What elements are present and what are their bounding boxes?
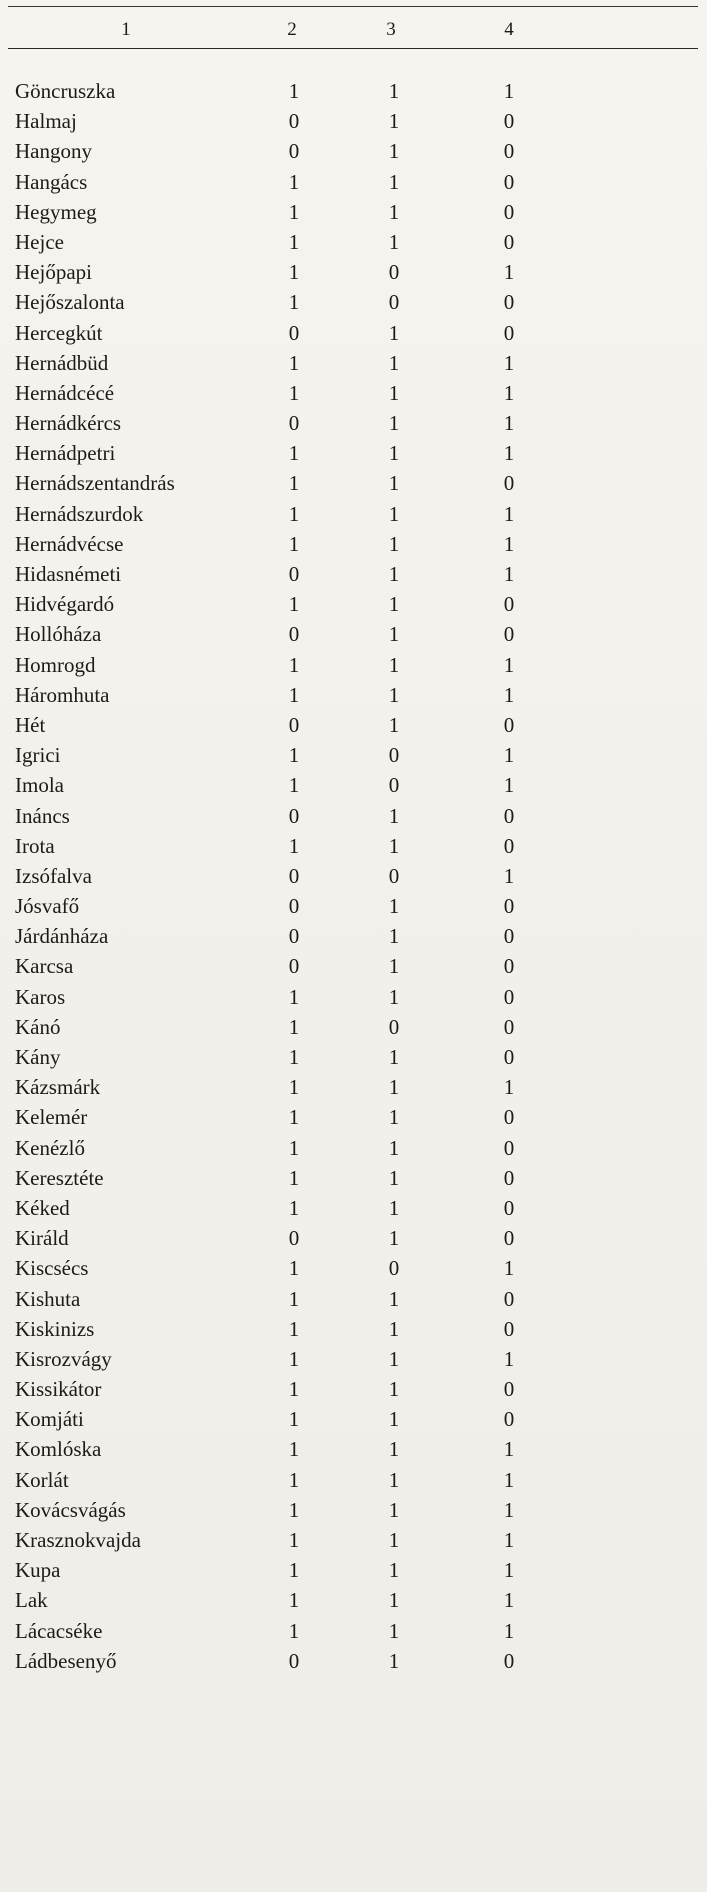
value-col-2-cell: 0 [288, 712, 300, 737]
place-name-cell: Karcsa [15, 954, 74, 979]
value-col-4-cell: 0 [503, 1407, 515, 1432]
table-row [0, 378, 707, 408]
value-col-4-cell: 1 [503, 1075, 515, 1100]
value-col-2-cell: 1 [288, 1286, 300, 1311]
place-name-cell: Lácacséke [15, 1618, 103, 1643]
value-col-4-cell: 0 [503, 1286, 515, 1311]
table-row [0, 1555, 707, 1585]
table-row [0, 1434, 707, 1464]
value-col-2-cell: 0 [288, 1226, 300, 1251]
value-col-4-cell: 0 [503, 954, 515, 979]
place-name-cell: Hegymeg [15, 199, 97, 224]
value-col-3-cell: 0 [388, 1256, 400, 1281]
table-row [0, 801, 707, 831]
table-row [0, 1344, 707, 1374]
value-col-3-cell: 1 [388, 1316, 400, 1341]
value-col-2-cell: 1 [288, 1346, 300, 1371]
value-col-2-cell: 1 [288, 652, 300, 677]
value-col-3-cell: 0 [388, 1014, 400, 1039]
value-col-2-cell: 0 [288, 320, 300, 345]
value-col-3-cell: 1 [388, 712, 400, 737]
place-name-cell: Göncruszka [15, 79, 116, 103]
place-name-cell: Hidasnémeti [15, 562, 122, 586]
value-col-3-cell: 1 [388, 894, 400, 919]
value-col-3-cell: 0 [388, 260, 400, 285]
table-row [0, 106, 707, 136]
value-col-4-cell: 1 [503, 1558, 515, 1583]
place-name-cell: Kupa [15, 1558, 61, 1583]
value-col-2-cell: 0 [288, 863, 300, 888]
place-name-cell: Kelemér [15, 1105, 88, 1130]
value-col-4-cell: 1 [503, 652, 515, 677]
value-col-4-cell: 1 [503, 1618, 515, 1643]
value-col-4-cell: 0 [503, 1648, 515, 1673]
value-col-2-cell: 1 [288, 1558, 300, 1583]
header-col-1: 1 [121, 19, 131, 40]
table-row [0, 468, 707, 498]
value-col-4-cell: 0 [503, 1135, 515, 1160]
value-col-4-cell: 1 [503, 531, 515, 556]
value-col-4-cell: 1 [503, 863, 515, 888]
value-col-3-cell: 1 [388, 1377, 400, 1402]
table-row [0, 740, 707, 770]
value-col-3-cell: 1 [388, 1226, 400, 1251]
value-col-4-cell: 0 [503, 199, 515, 224]
value-col-3-cell: 1 [388, 411, 400, 436]
table-row [0, 1646, 707, 1676]
value-col-3-cell: 1 [388, 1497, 400, 1522]
table-row [0, 921, 707, 951]
value-col-2-cell: 1 [288, 169, 300, 194]
value-col-2-cell: 0 [288, 562, 300, 586]
place-name-cell: Imola [15, 773, 64, 798]
value-col-3-cell: 1 [388, 1558, 400, 1583]
table-row [0, 1072, 707, 1102]
place-name-cell: Hernádbüd [15, 350, 109, 375]
value-col-2-cell: 1 [288, 773, 300, 798]
value-col-4-cell: 1 [503, 1497, 515, 1522]
place-name-cell: Kissikátor [15, 1377, 102, 1402]
value-col-2-cell: 1 [288, 1075, 300, 1100]
table-row [0, 891, 707, 921]
table-row [0, 1163, 707, 1193]
value-col-3-cell: 1 [388, 1618, 400, 1643]
place-name-cell: Hercegkút [15, 320, 103, 345]
value-col-3-cell: 0 [388, 743, 400, 768]
value-col-3-cell: 1 [388, 441, 400, 466]
value-col-2-cell: 1 [288, 1316, 300, 1341]
value-col-2-cell: 1 [288, 1437, 300, 1462]
table-row [0, 227, 707, 257]
value-col-2-cell: 0 [288, 139, 300, 164]
table-row [0, 1133, 707, 1163]
value-col-2-cell: 1 [288, 1256, 300, 1281]
value-col-3-cell: 1 [388, 1648, 400, 1673]
table-row [0, 831, 707, 861]
table-row [0, 1585, 707, 1615]
value-col-3-cell: 1 [388, 622, 400, 647]
value-col-3-cell: 1 [388, 562, 400, 586]
value-col-4-cell: 1 [503, 380, 515, 405]
place-name-cell: Kenézlő [15, 1135, 85, 1160]
value-col-4-cell: 1 [503, 773, 515, 798]
value-col-4-cell: 0 [503, 1316, 515, 1341]
place-name-cell: Kánó [15, 1014, 61, 1039]
value-col-3-cell: 1 [388, 1346, 400, 1371]
value-col-2-cell: 1 [288, 1618, 300, 1643]
value-col-4-cell: 0 [503, 894, 515, 919]
value-col-4-cell: 1 [503, 682, 515, 707]
value-col-4-cell: 1 [503, 562, 515, 586]
value-col-3-cell: 1 [388, 531, 400, 556]
value-col-4-cell: 0 [503, 803, 515, 828]
table-row [0, 529, 707, 559]
place-name-cell: Halmaj [15, 109, 77, 134]
value-col-2-cell: 1 [288, 350, 300, 375]
value-col-2-cell: 0 [288, 954, 300, 979]
table-row [0, 650, 707, 680]
place-name-cell: Hernádkércs [15, 411, 122, 436]
header-col-3: 3 [386, 19, 396, 40]
value-col-2-cell: 1 [288, 1195, 300, 1220]
value-col-2-cell: 1 [288, 79, 300, 103]
value-col-2-cell: 1 [288, 592, 300, 617]
value-col-2-cell: 1 [288, 290, 300, 315]
value-col-3-cell: 1 [388, 954, 400, 979]
value-col-3-cell: 1 [388, 1407, 400, 1432]
table-row [0, 1193, 707, 1223]
place-name-cell: Kovácsvágás [15, 1497, 126, 1522]
header-col-2: 2 [287, 19, 297, 40]
value-col-3-cell: 1 [388, 924, 400, 949]
table-row [0, 559, 707, 589]
value-col-3-cell: 0 [388, 863, 400, 888]
value-col-4-cell: 0 [503, 924, 515, 949]
table-row [0, 1253, 707, 1283]
value-col-3-cell: 1 [388, 139, 400, 164]
value-col-3-cell: 1 [388, 1135, 400, 1160]
value-col-2-cell: 1 [288, 1467, 300, 1492]
value-col-2-cell: 1 [288, 531, 300, 556]
value-col-2-cell: 1 [288, 501, 300, 526]
value-col-2-cell: 1 [288, 380, 300, 405]
table-row [0, 951, 707, 981]
table-row [0, 982, 707, 1012]
value-col-3-cell: 1 [388, 1045, 400, 1069]
table-row [0, 257, 707, 287]
value-col-2-cell: 1 [288, 833, 300, 858]
top-rule [8, 6, 698, 7]
value-col-4-cell: 1 [503, 79, 515, 103]
value-col-4-cell: 0 [503, 109, 515, 134]
value-col-4-cell: 0 [503, 1014, 515, 1039]
value-col-2-cell: 1 [288, 1377, 300, 1402]
header-rule [8, 48, 698, 49]
value-col-4-cell: 1 [503, 1588, 515, 1613]
value-col-3-cell: 1 [388, 1075, 400, 1100]
value-col-3-cell: 1 [388, 320, 400, 345]
value-col-4-cell: 0 [503, 290, 515, 315]
value-col-3-cell: 1 [388, 1165, 400, 1190]
table-row [0, 1012, 707, 1042]
value-col-2-cell: 0 [288, 894, 300, 919]
table-row [0, 1525, 707, 1555]
value-col-2-cell: 1 [288, 1105, 300, 1130]
table-row [0, 197, 707, 227]
place-name-cell: Kiscsécs [15, 1256, 89, 1281]
place-name-cell: Hejőpapi [15, 260, 92, 285]
table-row [0, 680, 707, 710]
place-name-cell: Királd [15, 1226, 69, 1251]
value-col-2-cell: 1 [288, 441, 300, 466]
value-col-2-cell: 0 [288, 109, 300, 134]
value-col-4-cell: 0 [503, 1105, 515, 1130]
table-row [0, 499, 707, 529]
value-col-2-cell: 1 [288, 260, 300, 285]
value-col-4-cell: 1 [503, 411, 515, 436]
value-col-2-cell: 0 [288, 622, 300, 647]
value-col-4-cell: 1 [503, 743, 515, 768]
place-name-cell: Hangony [15, 139, 92, 164]
table-body [0, 76, 707, 1676]
value-col-2-cell: 0 [288, 924, 300, 949]
value-col-2-cell: 1 [288, 471, 300, 496]
place-name-cell: Komlóska [15, 1437, 102, 1462]
table-header [0, 10, 707, 44]
value-col-3-cell: 1 [388, 1467, 400, 1492]
value-col-3-cell: 0 [388, 773, 400, 798]
value-col-2-cell: 0 [288, 411, 300, 436]
value-col-4-cell: 1 [503, 1467, 515, 1492]
value-col-3-cell: 1 [388, 79, 400, 103]
table-row [0, 167, 707, 197]
value-col-4-cell: 0 [503, 1377, 515, 1402]
value-col-2-cell: 1 [288, 1588, 300, 1613]
value-col-2-cell: 1 [288, 199, 300, 224]
place-name-cell: Komjáti [15, 1407, 84, 1432]
value-col-3-cell: 1 [388, 350, 400, 375]
value-col-4-cell: 0 [503, 1045, 515, 1069]
table-row [0, 861, 707, 891]
value-col-3-cell: 1 [388, 1437, 400, 1462]
value-col-2-cell: 1 [288, 1014, 300, 1039]
value-col-4-cell: 0 [503, 1165, 515, 1190]
value-col-4-cell: 0 [503, 229, 515, 254]
table-row [0, 619, 707, 649]
value-col-3-cell: 1 [388, 833, 400, 858]
place-name-cell: Ládbesenyő [15, 1648, 117, 1673]
table-row [0, 1223, 707, 1253]
value-col-3-cell: 1 [388, 109, 400, 134]
place-name-cell: Hernádpetri [15, 441, 116, 466]
table-row [0, 1374, 707, 1404]
header-col-4: 4 [504, 19, 514, 40]
value-col-4-cell: 0 [503, 984, 515, 1009]
value-col-4-cell: 0 [503, 592, 515, 617]
value-col-4-cell: 1 [503, 1528, 515, 1552]
value-col-2-cell: 0 [288, 803, 300, 828]
place-name-cell: Hollóháza [15, 622, 102, 647]
place-name-cell: Hernádcécé [15, 380, 115, 405]
table-row [0, 76, 707, 106]
value-col-4-cell: 0 [503, 320, 515, 345]
value-col-4-cell: 1 [503, 501, 515, 526]
value-col-2-cell: 1 [288, 743, 300, 768]
value-col-2-cell: 1 [288, 1045, 300, 1069]
table-row [0, 710, 707, 740]
place-name-cell: Hejőszalonta [15, 290, 125, 315]
table-row [0, 136, 707, 166]
value-col-2-cell: 1 [288, 1407, 300, 1432]
value-col-4-cell: 0 [503, 622, 515, 647]
place-name-cell: Kázsmárk [15, 1075, 101, 1100]
value-col-4-cell: 0 [503, 712, 515, 737]
table-row [0, 408, 707, 438]
value-col-4-cell: 0 [503, 169, 515, 194]
place-name-cell: Háromhuta [15, 682, 110, 707]
table-row [0, 1102, 707, 1132]
value-col-3-cell: 1 [388, 199, 400, 224]
value-col-2-cell: 1 [288, 1165, 300, 1190]
value-col-4-cell: 1 [503, 350, 515, 375]
place-name-cell: Jósvafő [15, 894, 80, 919]
value-col-4-cell: 0 [503, 833, 515, 858]
place-name-cell: Igrici [15, 743, 61, 768]
value-col-4-cell: 0 [503, 1195, 515, 1220]
place-name-cell: Hangács [15, 169, 88, 194]
value-col-3-cell: 1 [388, 169, 400, 194]
place-name-cell: Kiskinizs [15, 1316, 95, 1341]
place-name-cell: Járdánháza [15, 924, 109, 949]
value-col-2-cell: 1 [288, 984, 300, 1009]
table-row [0, 1465, 707, 1495]
value-col-4-cell: 1 [503, 1256, 515, 1281]
place-name-cell: Kéked [15, 1195, 70, 1220]
value-col-3-cell: 1 [388, 471, 400, 496]
table-row [0, 287, 707, 317]
place-name-cell: Keresztéte [15, 1165, 104, 1190]
value-col-2-cell: 1 [288, 682, 300, 707]
value-col-4-cell: 1 [503, 260, 515, 285]
value-col-4-cell: 0 [503, 471, 515, 496]
value-col-4-cell: 1 [503, 441, 515, 466]
value-col-3-cell: 1 [388, 1195, 400, 1220]
value-col-3-cell: 1 [388, 592, 400, 617]
value-col-4-cell: 0 [503, 1226, 515, 1251]
value-col-4-cell: 1 [503, 1346, 515, 1371]
table-row [0, 318, 707, 348]
place-name-cell: Kány [15, 1045, 61, 1069]
value-col-3-cell: 1 [388, 803, 400, 828]
place-name-cell: Hejce [15, 229, 64, 254]
table-row [0, 1042, 707, 1072]
value-col-4-cell: 0 [503, 139, 515, 164]
value-col-3-cell: 1 [388, 984, 400, 1009]
place-name-cell: Homrogd [15, 652, 96, 677]
value-col-3-cell: 1 [388, 1588, 400, 1613]
place-name-cell: Hernádszurdok [15, 501, 144, 526]
table-row [0, 1495, 707, 1525]
place-name-cell: Hét [15, 712, 46, 737]
place-name-cell: Irota [15, 833, 55, 858]
table-row [0, 348, 707, 378]
place-name-cell: Karos [15, 984, 66, 1009]
table-row [0, 1404, 707, 1434]
value-col-3-cell: 0 [388, 290, 400, 315]
table-row [0, 438, 707, 468]
table-row [0, 1314, 707, 1344]
value-col-3-cell: 1 [388, 1105, 400, 1130]
table-row [0, 1284, 707, 1314]
value-col-4-cell: 1 [503, 1437, 515, 1462]
place-name-cell: Hernádvécse [15, 531, 124, 556]
place-name-cell: Hidvégardó [15, 592, 115, 617]
value-col-2-cell: 1 [288, 1135, 300, 1160]
value-col-2-cell: 1 [288, 229, 300, 254]
table-row [0, 1616, 707, 1646]
value-col-3-cell: 1 [388, 501, 400, 526]
place-name-cell: Izsófalva [15, 863, 92, 888]
place-name-cell: Kisrozvágy [15, 1346, 112, 1371]
value-col-3-cell: 1 [388, 380, 400, 405]
table-row [0, 770, 707, 800]
place-name-cell: Kishuta [15, 1286, 81, 1311]
place-name-cell: Ináncs [15, 803, 70, 828]
place-name-cell: Hernádszentandrás [15, 471, 175, 496]
value-col-3-cell: 1 [388, 682, 400, 707]
value-col-2-cell: 1 [288, 1497, 300, 1522]
value-col-3-cell: 1 [388, 1286, 400, 1311]
table-row [0, 589, 707, 619]
value-col-3-cell: 1 [388, 229, 400, 254]
value-col-2-cell: 0 [288, 1648, 300, 1673]
value-col-3-cell: 1 [388, 1528, 400, 1552]
value-col-2-cell: 1 [288, 1528, 300, 1552]
place-name-cell: Lak [15, 1588, 48, 1613]
place-name-cell: Krasznokvajda [15, 1528, 141, 1552]
value-col-3-cell: 1 [388, 652, 400, 677]
place-name-cell: Korlát [15, 1467, 69, 1492]
